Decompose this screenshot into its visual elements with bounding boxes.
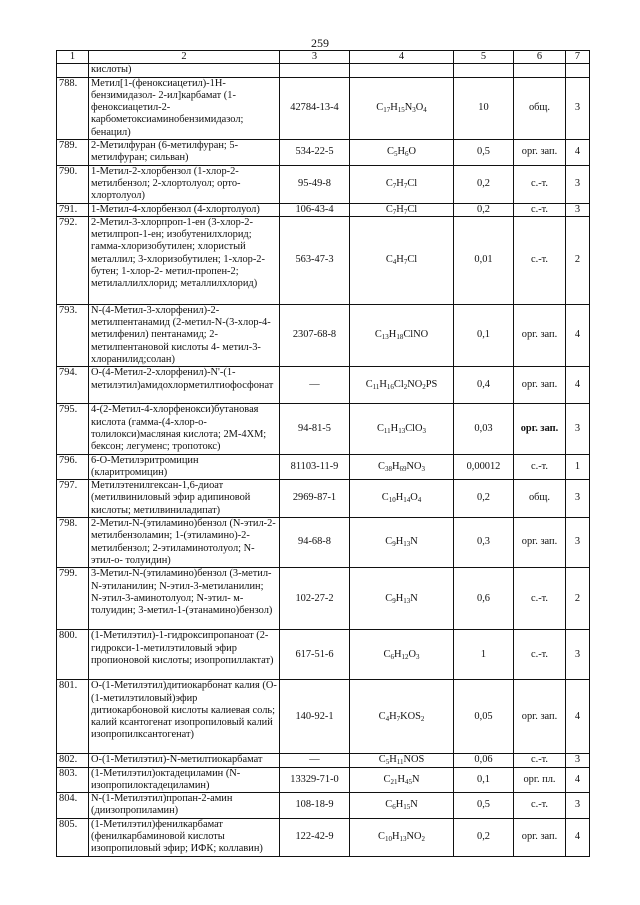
indicator-class: с.-т.	[514, 754, 566, 767]
indicator-class: с.-т.	[514, 454, 566, 480]
indicator-class: орг. зап.	[514, 404, 566, 454]
chemical-formula: $C_{13}H_{18}ClNO$	[350, 304, 454, 366]
table-row	[57, 518, 590, 568]
hazard-class: 3	[566, 77, 590, 139]
limit-value: 0,2	[454, 203, 514, 216]
cas-number: —	[280, 367, 350, 404]
cas-number: 2307-68-8	[280, 304, 350, 366]
hazard-class: 4	[566, 680, 590, 754]
substance-name: 2-Метилфуран (6-метилфуран; 5-метилфуран; сильван)	[89, 140, 280, 166]
limit-value: 0,5	[454, 140, 514, 166]
hazard-class: 1	[566, 454, 590, 480]
substance-name: 2-Метил-3-хлорпроп-1-ен (3-хлор-2-метилпроп-1-ен; изобутенилхлорид; гамма-хлоризобутилен; хлористый металлил; 3-хлоризобутилен; 1-хлор-2-бутен; 1-хлор-2- метил-пропен-2; метилаллилхлорид; металлилхлорид)	[89, 216, 280, 304]
hazard-class: 3	[566, 203, 590, 216]
chemical-formula: $C_{11}H_{13}ClO_3$	[350, 404, 454, 454]
chemical-formula: $C_5H_{11}NOS$	[350, 754, 454, 767]
limit-value: 0,1	[454, 767, 514, 793]
indicator-class: с.-т.	[514, 203, 566, 216]
limit-value: 0,5	[454, 793, 514, 819]
limit-value: 0,6	[454, 568, 514, 630]
table-row	[57, 367, 590, 404]
cas-number: 81103-11-9	[280, 454, 350, 480]
cas-number: 563-47-3	[280, 216, 350, 304]
limit-value: 0,00012	[454, 454, 514, 480]
row-number: 791.	[57, 203, 89, 216]
hazard-class: 3	[566, 754, 590, 767]
header-col-4: 4	[350, 51, 454, 64]
table-row	[57, 165, 590, 203]
row-number: 799.	[57, 568, 89, 630]
row-number: 790.	[57, 165, 89, 203]
hazard-class: 4	[566, 140, 590, 166]
row-number: 805.	[57, 818, 89, 856]
limit-value: 0,2	[454, 165, 514, 203]
hazard-class: 3	[566, 630, 590, 680]
substance-name: 4-(2-Метил-4-хлорфенокси)бутановая кислота (гамма-(4-хлор-о-толилокси)масляная кислота; 2М-4ХМ; бексон; легуменс; тропотокс)	[89, 404, 280, 454]
table-row	[57, 140, 590, 166]
cas-number: 122-42-9	[280, 818, 350, 856]
header-col-2: 2	[89, 51, 280, 64]
hazard-class: 2	[566, 568, 590, 630]
table-row	[57, 404, 590, 454]
chemical-formula: $C_{10}H_{13}NO_2$	[350, 818, 454, 856]
chemical-formula: $C_9H_{13}N$	[350, 518, 454, 568]
row-number: 797.	[57, 480, 89, 518]
substance-name: 1-Метил-2-хлорбензол (1-хлор-2-метилбензол; 2-хлортолуол; орто- хлортолуол)	[89, 165, 280, 203]
table-row	[57, 77, 590, 139]
chemical-formula: $C_4H_7Cl$	[350, 216, 454, 304]
indicator-class: орг. зап.	[514, 518, 566, 568]
chemical-formula: $C_7H_7Cl$	[350, 165, 454, 203]
cas-number: 106-43-4	[280, 203, 350, 216]
chemical-formula: $C_6H_{15}N$	[350, 793, 454, 819]
indicator-class: орг. зап.	[514, 680, 566, 754]
substance-name: N-(4-Метил-3-хлорфенил)-2-метилпентанамид (2-метил-N-(3-хлор-4-метилфенил) пентанамид; 2-метилпентановой кислоты 4- метил-3-хлоранилид;солан)	[89, 304, 280, 366]
row-number: 802.	[57, 754, 89, 767]
row-number: 789.	[57, 140, 89, 166]
chemical-formula: $C_7H_7Cl$	[350, 203, 454, 216]
cas-number: 94-81-5	[280, 404, 350, 454]
row-number: 792.	[57, 216, 89, 304]
cas-number: 94-68-8	[280, 518, 350, 568]
chemical-formula: $C_{17}H_{15}N_3O_4$	[350, 77, 454, 139]
hazard-class: 3	[566, 518, 590, 568]
cas-number: 95-49-8	[280, 165, 350, 203]
limit-value: 0,06	[454, 754, 514, 767]
table-row	[57, 216, 590, 304]
indicator-class: общ.	[514, 77, 566, 139]
indicator-class: общ.	[514, 480, 566, 518]
substance-name: 3-Метил-N-(этиламино)бензол (3-метил-N-этиланилин; N-этил-3-метиланилин; N-этил-3-аминотолуол; N-этил- м-толуидин; 3-метил-1-(этанамино)бензол)	[89, 568, 280, 630]
row-number: 795.	[57, 404, 89, 454]
indicator-class: орг. зап.	[514, 367, 566, 404]
header-col-7: 7	[566, 51, 590, 64]
substance-name: (1-Метилэтил)фенилкарбамат (фенилкарбаминовой кислоты изопропиловый эфир; ИФК; коллавин)	[89, 818, 280, 856]
header-col-3: 3	[280, 51, 350, 64]
indicator-class: орг. пл.	[514, 767, 566, 793]
cas-number: 42784-13-4	[280, 77, 350, 139]
header-col-6: 6	[514, 51, 566, 64]
substance-name: N-(1-Метилэтил)пропан-2-амин (диизопропиламин)	[89, 793, 280, 819]
row-number: 788.	[57, 77, 89, 139]
page-number: 259	[311, 36, 329, 50]
cas-number: 13329-71-0	[280, 767, 350, 793]
row-number: 794.	[57, 367, 89, 404]
limit-value: 0,03	[454, 404, 514, 454]
hazard-class: 4	[566, 818, 590, 856]
cas-number: 534-22-5	[280, 140, 350, 166]
table-row	[57, 793, 590, 819]
limit-value: 0,05	[454, 680, 514, 754]
limit-value: 1	[454, 630, 514, 680]
substances-table	[56, 50, 590, 857]
hazard-class: 4	[566, 367, 590, 404]
chemical-formula: $C_9H_{13}N$	[350, 568, 454, 630]
continuation-row	[57, 64, 590, 77]
substance-name: (1-Метилэтил)-1-гидроксипропаноат (2-гидрокси-1-метилэтиловый эфир пропионовой кислоты; изопропиллактат)	[89, 630, 280, 680]
row-number: 793.	[57, 304, 89, 366]
substance-name: O-(1-Метилэтил)-N-метилтиокарбамат	[89, 754, 280, 767]
substance-name: 2-Метил-N-(этиламино)бензол (N-этил-2-метилбензоламин; 1-(этиламино)-2- метилбензол; 2-этиламинотолуол; N-этил-о- толуидин)	[89, 518, 280, 568]
table-row	[57, 767, 590, 793]
limit-value: 0,1	[454, 304, 514, 366]
limit-value: 0,01	[454, 216, 514, 304]
hazard-class: 3	[566, 165, 590, 203]
cas-number: 140-92-1	[280, 680, 350, 754]
indicator-class: орг. зап.	[514, 140, 566, 166]
row-number: 801.	[57, 680, 89, 754]
substance-name: O-(1-Метилэтил)дитиокарбонат калия (O-(1-метилэтиловый)эфир дитиокарбоновой кислоты калиевая соль; калий ксантогенат изопропиловый калий изопропилксантогенат)	[89, 680, 280, 754]
substance-name: (1-Метилэтил)октадециламин (N-изопропилоктадециламин)	[89, 767, 280, 793]
header-row	[57, 51, 590, 64]
substance-name: Метилэтенилгексан-1,6-диоат (метилвиниловый эфир адипиновой кислоты; метилвиниладипат)	[89, 480, 280, 518]
header-col-1: 1	[57, 51, 89, 64]
table-row	[57, 818, 590, 856]
indicator-class: с.-т.	[514, 165, 566, 203]
table-row	[57, 754, 590, 767]
chemical-formula: $C_{10}H_{14}O_4$	[350, 480, 454, 518]
chemical-formula: $C_{21}H_{45}N$	[350, 767, 454, 793]
row-number: 798.	[57, 518, 89, 568]
row-number: 800.	[57, 630, 89, 680]
indicator-class: с.-т.	[514, 630, 566, 680]
hazard-class: 3	[566, 404, 590, 454]
table-row	[57, 630, 590, 680]
limit-value: 0,2	[454, 818, 514, 856]
chemical-formula: $C_4H_7KOS_2$	[350, 680, 454, 754]
table-row	[57, 304, 590, 366]
chemical-formula: $C_5H_6O$	[350, 140, 454, 166]
chemical-formula: $C_{38}H_{69}NO_3$	[350, 454, 454, 480]
cas-number: 2969-87-1	[280, 480, 350, 518]
limit-value: 0,2	[454, 480, 514, 518]
table-row	[57, 480, 590, 518]
row-number: 796.	[57, 454, 89, 480]
table-row	[57, 568, 590, 630]
substance-name: O-(4-Метил-2-хлорфенил)-N'-(1-метилэтил)амидохлорметилтиофосфонат	[89, 367, 280, 404]
table-row	[57, 203, 590, 216]
indicator-class: орг. зап.	[514, 304, 566, 366]
cas-number: 617-51-6	[280, 630, 350, 680]
table-row	[57, 454, 590, 480]
continuation-text: кислоты)	[89, 64, 280, 77]
substance-name: Метил[1-(феноксиацетил)-1Н-бензимидазол- 2-ил]карбамат (1-феноксиацетил-2-карбометоксиаминобензимидазол; бенацил)	[89, 77, 280, 139]
chemical-formula: $C_{11}H_{16}Cl_2NO_2PS$	[350, 367, 454, 404]
indicator-class: с.-т.	[514, 568, 566, 630]
cas-number: —	[280, 754, 350, 767]
header-col-5: 5	[454, 51, 514, 64]
row-number: 803.	[57, 767, 89, 793]
indicator-class: с.-т.	[514, 216, 566, 304]
row-number: 804.	[57, 793, 89, 819]
indicator-class: с.-т.	[514, 793, 566, 819]
limit-value: 0,4	[454, 367, 514, 404]
indicator-class: орг. зап.	[514, 818, 566, 856]
chemical-formula: $C_6H_{12}O_3$	[350, 630, 454, 680]
cas-number: 108-18-9	[280, 793, 350, 819]
hazard-class: 3	[566, 793, 590, 819]
cas-number: 102-27-2	[280, 568, 350, 630]
hazard-class: 3	[566, 480, 590, 518]
substance-name: 6-O-Метилэритромицин (кларитромицин)	[89, 454, 280, 480]
limit-value: 0,3	[454, 518, 514, 568]
table-row	[57, 680, 590, 754]
hazard-class: 4	[566, 767, 590, 793]
hazard-class: 4	[566, 304, 590, 366]
hazard-class: 2	[566, 216, 590, 304]
substance-name: 1-Метил-4-хлорбензол (4-хлортолуол)	[89, 203, 280, 216]
limit-value: 10	[454, 77, 514, 139]
